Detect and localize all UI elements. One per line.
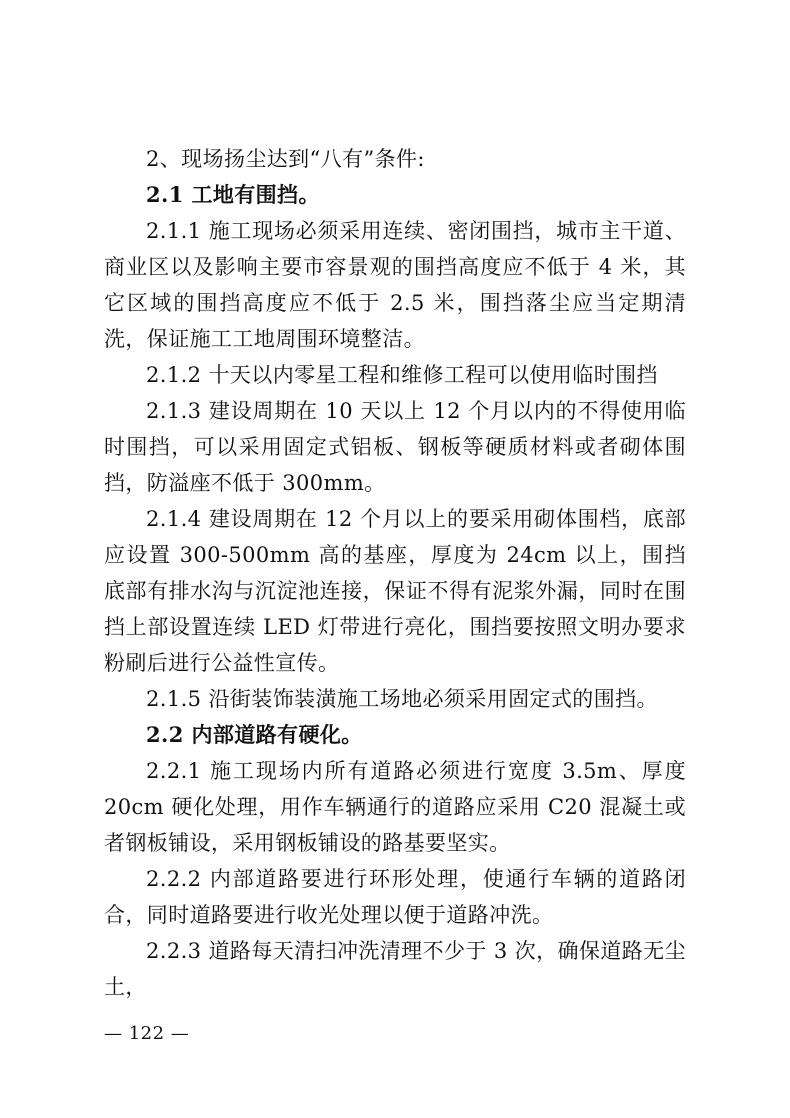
paragraph-2-1-4: 2.1.4 建设周期在 12 个月以上的要采用砌体围档，底部应设置 300-500mm 高的基座，厚度为 24cm 以上，围挡底部有排水沟与沉淀池连接，保证不得有泥浆外漏，同时在围挡上部设置连续 LED 灯带进行亮化，围挡要按照文明办要求粉刷后进行公益性宣传。 xyxy=(104,507,686,675)
section-heading-2-2: 2.2 内部道路有硬化。 xyxy=(146,722,363,747)
paragraph-2-1-2: 2.1.2 十天以内零星工程和维修工程可以使用临时围挡 xyxy=(146,363,658,387)
paragraph-2-2-2: 2.2.2 内部道路要进行环形处理，使通行车辆的道路闭合，同时道路要进行收光处理以便于道路冲洗。 xyxy=(104,867,686,927)
paragraph-intro: 2、现场扬尘达到“八有”条件: xyxy=(146,147,425,171)
paragraph-2-2-3: 2.2.3 道路每天清扫冲洗清理不少于 3 次，确保道路无尘土， xyxy=(104,939,686,999)
paragraph-2-1-5: 2.1.5 沿街装饰装潢施工场地必须采用固定式的围挡。 xyxy=(146,687,658,711)
paragraph-2-1-3: 2.1.3 建设周期在 10 天以上 12 个月以内的不得使用临时围挡，可以采用固定式铝板、钢板等硬质材料或者砌体围挡，防溢座不低于 300mm。 xyxy=(104,399,686,495)
paragraph-2-1-1: 2.1.1 施工现场必须采用连续、密闭围挡，城市主干道、商业区以及影响主要市容景观的围挡高度应不低于 4 米，其它区域的围挡高度应不低于 2.5 米，围挡落尘应当定期清洗，保证施工工地周围环境整洁。 xyxy=(104,219,686,351)
section-heading-2-1: 2.1 工地有围挡。 xyxy=(146,182,320,207)
paragraph-2-2-1: 2.2.1 施工现场内所有道路必须进行宽度 3.5m、厚度 20cm 硬化处理，用作车辆通行的道路应采用 C20 混凝土或者钢板铺设，采用钢板铺设的路基要坚实。 xyxy=(104,759,686,855)
document-body xyxy=(104,141,686,1005)
page-number: — 122 — xyxy=(104,1023,190,1044)
